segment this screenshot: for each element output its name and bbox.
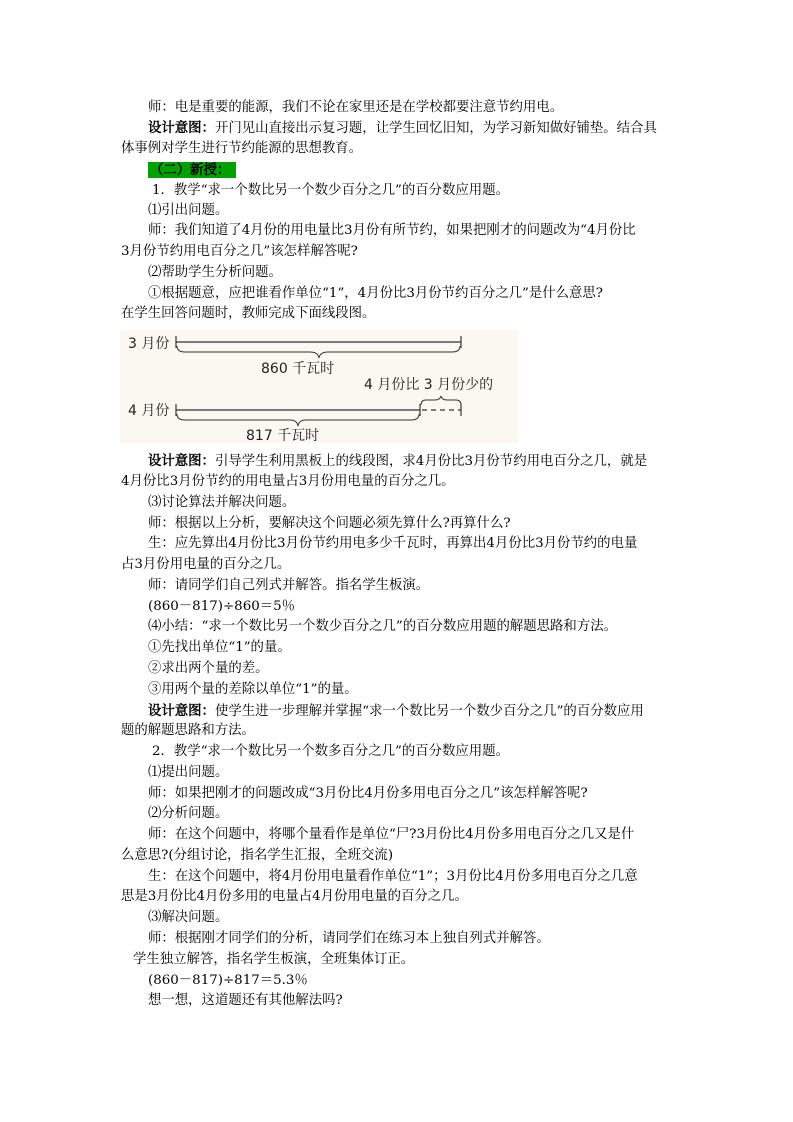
design-intent-text: 引导学生利用黑板上的线段图，求4月份比3月份节约用电百分之几，就是	[214, 454, 648, 469]
design-intent-text: 开门见山直接出示复习题，让学生回忆旧知，为学习新知做好铺垫。结合具	[214, 121, 657, 136]
paragraph-line: 师：在这个问题中，将哪个量看作是单位“尸?3月份比4月份多用电百分之几又是什	[148, 827, 635, 842]
paragraph-line: 师：我们知道了4月份的用电量比3月份有所节约，如果把刚才的问题改为“4月份比	[148, 223, 636, 238]
april-brace	[177, 414, 419, 426]
difference-label: 4 月份比 3 月份少的	[364, 377, 494, 393]
paragraph-line: ⑵帮助学生分析问题。	[148, 265, 282, 280]
april-label: 4 月份	[128, 403, 170, 419]
paragraph-line: 4月份比3月份节约的用电量占3月份用电量的百分之几。	[121, 474, 455, 489]
paragraph-line: ⑷小结：“求一个数比另一个数少百分之几”的百分数应用题的解题思路和方法。	[148, 619, 617, 634]
formula-line: (860－817)÷817＝5.3％	[148, 973, 308, 988]
paragraph-line: ⑵分析问题。	[148, 806, 229, 821]
march-value-label: 860 千瓦时	[261, 361, 335, 377]
design-intent-line	[148, 451, 647, 472]
paragraph-line: 师：如果把刚才的问题改成“3月份比4月份多用电百分之几”该怎样解答呢?	[148, 786, 588, 801]
paragraph-line: ⑴引出问题。	[148, 203, 229, 218]
paragraph-line: ①先找出单位“1”的量。	[148, 640, 291, 655]
design-intent-line	[148, 118, 657, 139]
paragraph-line: 师：电是重要的能源，我们不论在家里还是在学校都要注意节约用电。	[148, 100, 564, 115]
paragraph-line: 师：根据刚才同学们的分析，请同学们在练习本上独自列式并解答。	[148, 931, 550, 946]
paragraph-line: 3月份节约用电百分之几”该怎样解答呢?	[121, 244, 358, 259]
paragraph-line: 么意思?(分组讨论，指名学生汇报，全班交流)	[121, 848, 394, 863]
paragraph-line: 生：应先算出4月份比3月份节约用电多少千瓦时，再算出4月份比3月份节约的电量	[148, 536, 638, 551]
paragraph-line: 在学生回答问题时，教师完成下面线段图。	[121, 306, 376, 321]
april-segment	[176, 404, 461, 416]
design-intent-line	[148, 701, 644, 722]
paragraph-line: 师：根据以上分析，要解决这个问题必须先算什么?再算什么?	[148, 516, 511, 531]
design-intent-label: 设计意图：	[148, 120, 215, 136]
paragraph-line: 体事例对学生进行节约能源的思想教育。	[121, 141, 363, 156]
paragraph-line: ⑶解决问题。	[148, 910, 229, 925]
paragraph-line: 生：在这个问题中，将4月份用电量看作单位“1”；3月份比4月份多用电百分之几意	[148, 869, 638, 884]
design-intent-label: 设计意图：	[148, 453, 215, 469]
paragraph-line: 思是3月份比4月份多用的电量占4月份用电量的百分之几。	[121, 889, 468, 904]
paragraph-line: 2．教学“求一个数比另一个数多百分之几”的百分数应用题。	[152, 744, 509, 759]
paragraph-line: 占3月份用电量的百分之几。	[121, 557, 291, 572]
march-label: 3 月份	[128, 336, 170, 352]
paragraph-line: ③用两个量的差除以单位“1”的量。	[148, 682, 358, 697]
paragraph-line: 题的解题思路和方法。	[121, 723, 255, 738]
line-segment-diagram	[120, 330, 518, 443]
march-brace	[177, 346, 460, 358]
april-value-label: 817 千瓦时	[246, 428, 320, 444]
paragraph-line: ⑴提出问题。	[148, 765, 229, 780]
formula-line: (860－817)÷860＝5％	[148, 599, 296, 614]
march-segment	[176, 336, 461, 348]
section-heading-line	[148, 160, 236, 181]
paragraph-line: ⑶讨论算法并解决问题。	[148, 495, 296, 510]
paragraph-line: 1．教学“求一个数比另一个数少百分之几”的百分数应用题。	[152, 183, 509, 198]
paragraph-line: ②求出两个量的差。	[148, 661, 269, 676]
section-heading: （二）新授：	[148, 162, 236, 178]
diagram-lines	[120, 330, 518, 443]
paragraph-line: 师：请同学们自己列式并解答。指名学生板演。	[148, 578, 430, 593]
paragraph-line: 想一想，这道题还有其他解法吗?	[148, 993, 343, 1008]
paragraph-line: ①根据题意，应把谁看作单位“1”，4月份比3月份节约百分之几”是什么意思?	[148, 286, 603, 301]
difference-brace	[421, 396, 461, 405]
paragraph-line: 学生独立解答，指名学生板演，全班集体订正。	[133, 952, 415, 967]
design-intent-text: 使学生进一步理解并掌握“求一个数比另一个数少百分之几”的百分数应用	[214, 704, 644, 719]
design-intent-label: 设计意图：	[148, 703, 215, 719]
